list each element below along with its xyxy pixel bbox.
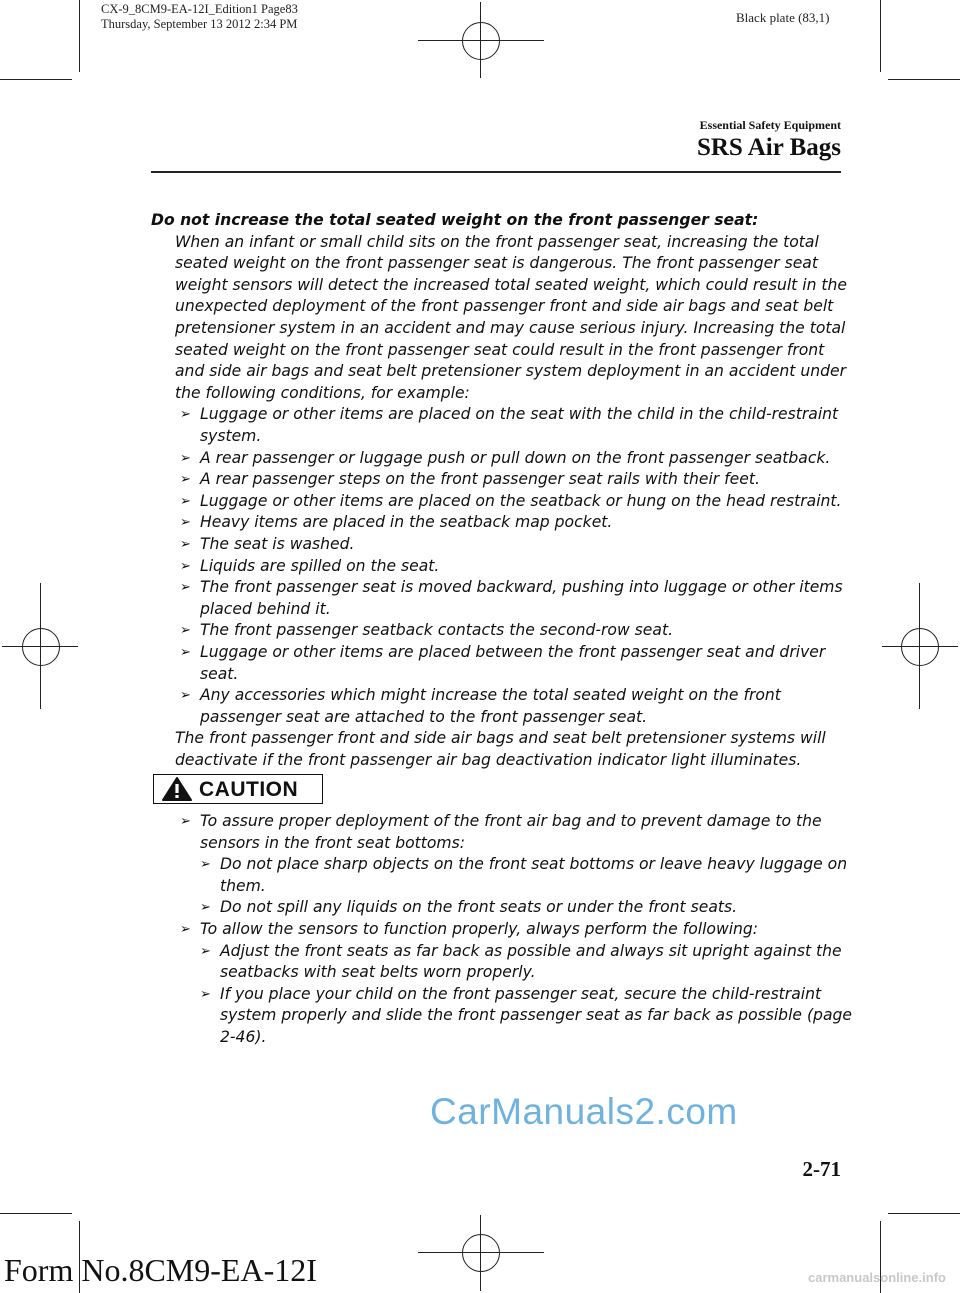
page-number: 2-71 <box>802 1157 841 1181</box>
caution-item-line: To assure proper deployment of the front air bag and to prevent damage to the <box>200 812 822 830</box>
caution-box <box>153 774 323 804</box>
page-title: SRS Air Bags <box>696 134 841 161</box>
caution-item-line: system properly and slide the front passenger seat as far back as possible (page <box>220 1006 852 1025</box>
arrow-bullet-icon: ➢ <box>180 558 191 574</box>
date-line: Thursday, September 13 2012 2:34 PM <box>101 17 298 31</box>
caution-item-line: 2-46). <box>220 1028 267 1046</box>
warning-triangle-icon <box>161 776 193 802</box>
arrow-bullet-icon: ➢ <box>180 537 191 552</box>
paragraph-line: and side air bags and seat belt pretensioner system deployment in an accident under <box>175 362 847 381</box>
crop-mark <box>0 1213 72 1214</box>
paragraph-line: seated weight on the front passenger seat could result in the front passenger front <box>175 340 825 359</box>
arrow-bullet-icon: ➢ <box>200 857 211 873</box>
registration-target <box>462 1234 500 1272</box>
paragraph-line: seated weight on the front passenger seat is dangerous. The front passenger seat <box>175 254 818 273</box>
list-item-line: seat. <box>200 664 239 683</box>
arrow-bullet-icon: ➢ <box>180 623 191 639</box>
caution-item-line: them. <box>220 876 266 895</box>
list-item-line: A rear passenger steps on the front passenger seat rails with their feet. <box>200 470 760 489</box>
list-item-line: passenger seat are attached to the front passenger seat. <box>200 707 648 726</box>
paragraph-line: When an infant or small child sits on the front passenger seat, increasing the total <box>175 232 819 251</box>
arrow-bullet-icon: ➢ <box>180 922 191 937</box>
warning-heading: Do not increase the total seated weight on the front passenger seat: <box>151 211 759 229</box>
list-item-line: A rear passenger or luggage push or pull down on the front passenger seatback. <box>200 448 831 467</box>
file-line: CX-9_8CM9-EA-12I_Edition1 Page83 <box>101 2 298 16</box>
list-item-line: Heavy items are placed in the seatback map pocket. <box>200 513 613 532</box>
list-item-line: system. <box>200 427 262 445</box>
arrow-bullet-icon: ➢ <box>200 943 211 959</box>
caution-item-line: Adjust the front seats as far back as possible and always sit upright against the <box>220 941 842 960</box>
arrow-bullet-icon: ➢ <box>180 493 191 509</box>
paragraph-line: the following conditions, for example: <box>175 383 470 402</box>
list-item-line: The front passenger seatback contacts the second-row seat. <box>200 621 674 640</box>
site-watermark: carmanualsonline.info <box>808 1270 946 1285</box>
arrow-bullet-icon: ➢ <box>180 814 191 829</box>
list-item-line: Luggage or other items are placed on the seat with the child in the child-restraint <box>200 405 839 424</box>
caution-item-line: If you place your child on the front passenger seat, secure the child-restraint <box>220 984 822 1003</box>
caution-item-line: To allow the sensors to function properly, always perform the following: <box>200 920 759 938</box>
section-label: Essential Safety Equipment <box>699 118 841 132</box>
list-item-line: Luggage or other items are placed between the front passenger seat and driver <box>200 643 826 661</box>
paragraph-line: unexpected deployment of the front passenger front and side air bags and seat belt <box>175 297 834 316</box>
carmanuals-watermark: CarManuals2.com <box>430 1091 738 1132</box>
caution-label: CAUTION <box>199 778 299 801</box>
list-item-line: Liquids are spilled on the seat. <box>200 556 440 575</box>
crop-mark <box>888 1213 960 1214</box>
arrow-bullet-icon: ➢ <box>180 688 191 704</box>
paragraph-line: weight sensors will detect the increased total seated weight, which could result in the <box>175 275 848 294</box>
list-item-line: placed behind it. <box>200 599 331 618</box>
paragraph-line: The front passenger front and side air bags and seat belt pretensioner systems will <box>175 729 826 748</box>
arrow-bullet-icon: ➢ <box>180 515 191 531</box>
arrow-bullet-icon: ➢ <box>180 580 191 596</box>
arrow-bullet-icon: ➢ <box>180 645 191 660</box>
caution-item-line: seatbacks with seat belts worn properly. <box>220 963 536 982</box>
arrow-bullet-icon: ➢ <box>200 900 211 916</box>
paragraph-line: deactivate if the front passenger air bag deactivation indicator light illuminates. <box>175 751 802 769</box>
arrow-bullet-icon: ➢ <box>200 986 211 1002</box>
form-number: Form No.8CM9-EA-12I <box>4 1252 317 1288</box>
arrow-bullet-icon: ➢ <box>180 472 191 488</box>
list-item-line: The front passenger seat is moved backward, pushing into luggage or other items <box>200 578 843 597</box>
caution-item-line: sensors in the front seat bottoms: <box>200 833 465 852</box>
plate-label: Black plate (83,1) <box>736 10 830 25</box>
arrow-bullet-icon: ➢ <box>180 407 191 423</box>
caution-item-line: Do not place sharp objects on the front seat bottoms or leave heavy luggage on <box>220 855 848 874</box>
list-item-line: The seat is washed. <box>200 535 355 553</box>
paragraph-line: pretensioner system in an accident and may cause serious injury. Increasing the total <box>175 319 846 337</box>
arrow-bullet-icon: ➢ <box>180 450 191 466</box>
list-item-line: Luggage or other items are placed on the seatback or hung on the head restraint. <box>200 491 842 510</box>
list-item-line: Any accessories which might increase the total seated weight on the front <box>200 686 781 705</box>
caution-item-line: Do not spill any liquids on the front seats or under the front seats. <box>220 898 738 917</box>
